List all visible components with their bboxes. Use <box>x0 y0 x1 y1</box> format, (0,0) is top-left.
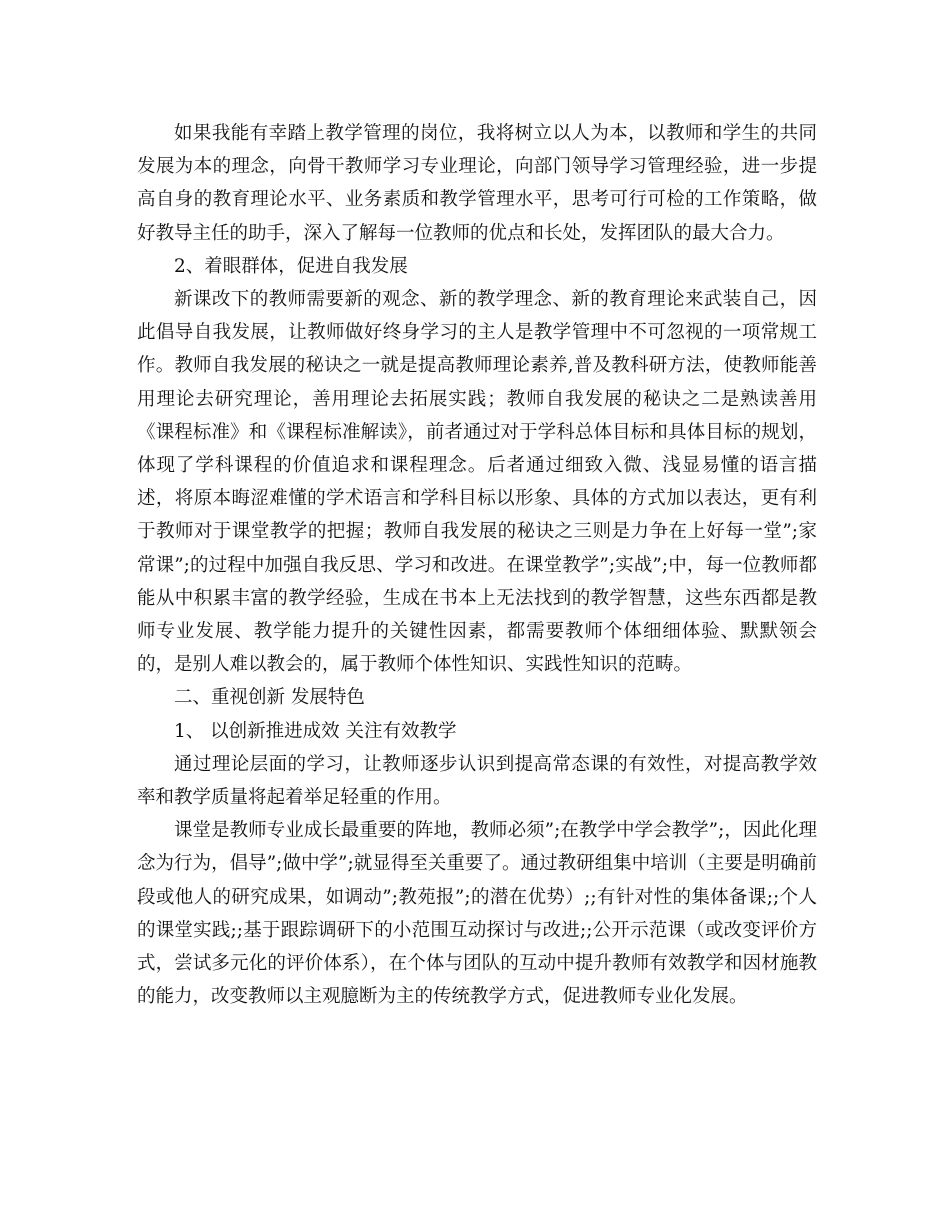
heading-effective-teaching: 1、 以创新推进成效 关注有效教学 <box>174 720 457 742</box>
document-page <box>137 117 817 1013</box>
paragraph-theory-learning: 通过理论层面的学习，让教师逐步认识到提高常态课的有效性，对提高教学效率和教学质量将起着举足轻重的作用。 <box>137 753 817 809</box>
paragraph-intro: 如果我能有幸踏上教学管理的岗位，我将树立以人为本，以教师和学生的共同发展为本的理念，向骨干教师学习专业理论，向部门领导学习管理经验，进一步提高自身的教育理论水平、业务素质和教学管理水平，思考可行可检的工作策略，做好教导主任的助手，深入了解每一位教师的优点和长处，发挥团队的最大合力。 <box>137 123 817 244</box>
paragraph-classroom: 课堂是教师专业成长最重要的阵地，教师必须”;在教学中学会教学”;，因此化理念为行为，倡导”;做中学”;就显得至关重要了。通过教研组集中培训（主要是明确前段或他人的研究成果，如调动”;教苑报”;的潜在优势）;;有针对性的集体备课;;个人的课堂实践;;基于跟踪调研下的小范围互动探讨与改进;;公开示范课（或改变评价方式，尝试多元化的评价体系），在个体与团队的互动中提升教师有效教学和因材施教的能力，改变教师以主观臆断为主的传统教学方式，促进教师专业化发展。 <box>137 820 817 1008</box>
heading-innovation: 二、重视创新 发展特色 <box>174 687 365 709</box>
paragraph-self-development: 新课改下的教师需要新的观念、新的教学理念、新的教育理论来武装自己，因此倡导自我发展，让教师做好终身学习的主人是教学管理中不可忽视的一项常规工作。教师自我发展的秘诀之一就是提高教师理论素养,普及教科研方法，使教师能善用理论去研究理论，善用理论去拓展实践；教师自我发展的秘诀之二是熟读善用《课程标准》和《课程标准解读》，前者通过对于学科总体目标和具体目标的规划，体现了学科课程的价值追求和课程理念。后者通过细致入微、浅显易懂的语言描述，将原本晦涩难懂的学术语言和学科目标以形象、具体的方式加以表达，更有利于教师对于课堂教学的把握；教师自我发展的秘诀之三则是力争在上好每一堂”;家常课”;的过程中加强自我反思、学习和改进。在课堂教学”;实战”;中，每一位教师都能从中积累丰富的教学经验，生成在书本上无法找到的教学智慧，这些东西都是教师专业发展、教学能力提升的关键性因素，都需要教师个体细细体验、默默领会的，是别人难以教会的，属于教师个体性知识、实践性知识的范畴。 <box>137 289 817 676</box>
heading-self-development: 2、着眼群体，促进自我发展 <box>174 255 408 277</box>
